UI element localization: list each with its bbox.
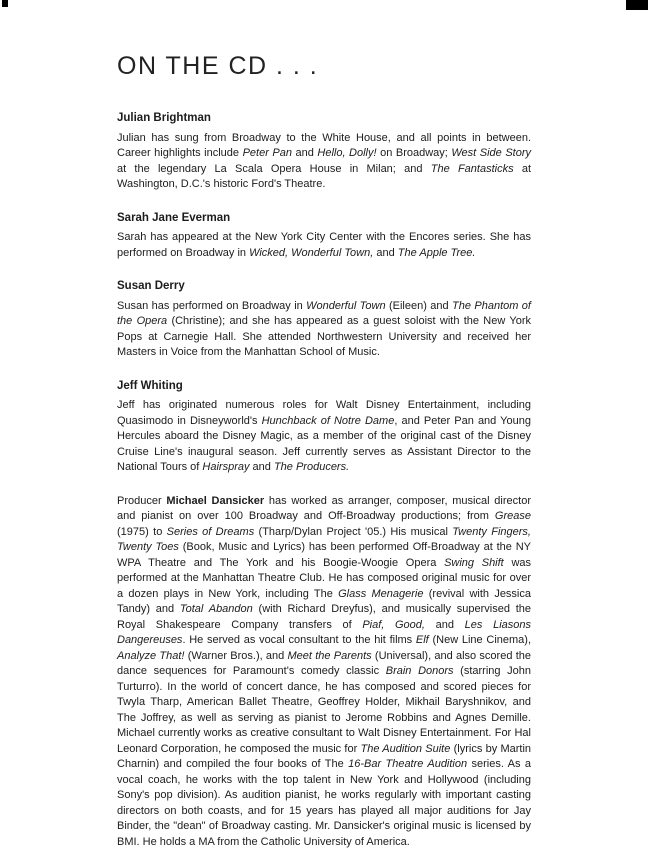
print-registration-mark-top-left	[2, 0, 8, 7]
page-content	[117, 52, 531, 850]
bio-name: Sarah Jane Everman	[117, 211, 231, 224]
bio-section-sarah-jane-everman	[117, 211, 531, 262]
bio-paragraph: Julian has sung from Broadway to the White House, and all points in between. Career highlights include Peter Pan and Hello, Dolly! on Broadway; West Side Story at the legendary La Scala Opera House in Milan; and The Fantasticks at Washington, D.C.'s historic Ford's Theatre.	[117, 131, 532, 190]
bio-name: Susan Derry	[117, 280, 185, 292]
print-registration-mark-top-right	[626, 0, 648, 10]
bio-section-julian-brightman	[117, 111, 531, 193]
page-title: ON THE CD . . .	[117, 52, 319, 80]
bio-paragraph: Sarah has appeared at the New York City Center with the Encores series. She has performed on Broadway in Wicked, Wonderful Town, and The Apple Tree.	[117, 231, 531, 259]
bio-section-susan-derry	[117, 279, 531, 361]
bio-name: Jeff Whiting	[117, 379, 183, 392]
bio-section-jeff-whiting	[117, 379, 531, 476]
producer-paragraph: Producer Michael Dansicker has worked as arranger, composer, musical director and pianist on over 100 Broadway and Off-Broadway productions; from Grease (1975) to Series of Dreams (Tharp/Dylan Project '05.) His musical Twenty Fingers, Twenty Toes (Book, Music and Lyrics) has been performed Off-Broadway at the NY WPA Theatre and The York and his Boogie-Woogie Opera Swing Shift was performed at the Manhattan Theatre Club. He has composed original music for over a dozen plays in New York, including The Glass Menagerie (revival with Jessica Tandy) and Total Abandon (with Richard Dreyfus), and musically supervised the Royal Shakespeare Company transfers of Piaf, Good, and Les Liasons Dangereuses. He served as vocal consultant to the hit films Elf (New Line Cinema), Analyze That! (Warner Bros.), and Meet the Parents (Universal), and also scored the dance sequences for Paramount's comedy classic Brain Donors (starring John Turturro). In the world of concert dance, he has composed and scored pieces for Twyla Tharp, American Ballet Theatre, Geoffrey Holder, Mikhail Baryshnikov, and The Joffrey, as well as serving as pianist to Jerome Robbins and Agnes Demille. Michael currently works as creative consultant to Walt Disney Entertainment. For Hal Leonard Corporation, he composed the music for The Audition Suite (lyrics by Martin Charnin) and compiled the four books of The 16-Bar Theatre Audition series. As a vocal coach, he works with the top talent in New York and Hollywood (including Sony's pop division). As audition pianist, he works regularly with important casting directors on both coasts, and for 15 years has played all major auditions for Jay Binder, the "dean" of Broadway casting. Mr. Dansicker's original music is licensed by BMI. He holds a MA from the Catholic University of America.	[117, 494, 532, 848]
bio-name: Julian Brightman	[117, 112, 211, 124]
bio-paragraph: Jeff has originated numerous roles for Walt Disney Entertainment, including Quasimodo in Disneyworld's Hunchback of Notre Dame, and Peter Pan and Young Hercules aboard the Disney Magic, as a member of the original cast of the Disney Cruise Line's inaugural season. Jeff currently serves as Assistant Director to the National Tours of Hairspray and The Producers.	[117, 399, 531, 473]
bio-paragraph: Susan has performed on Broadway in Wonderful Town (Eileen) and The Phantom of the Opera (Christine); and she has appeared as a guest soloist with the New York Pops at Carnegie Hall. She attended Northwestern University and received her Masters in Voice from the Manhattan School of Music.	[117, 299, 532, 358]
